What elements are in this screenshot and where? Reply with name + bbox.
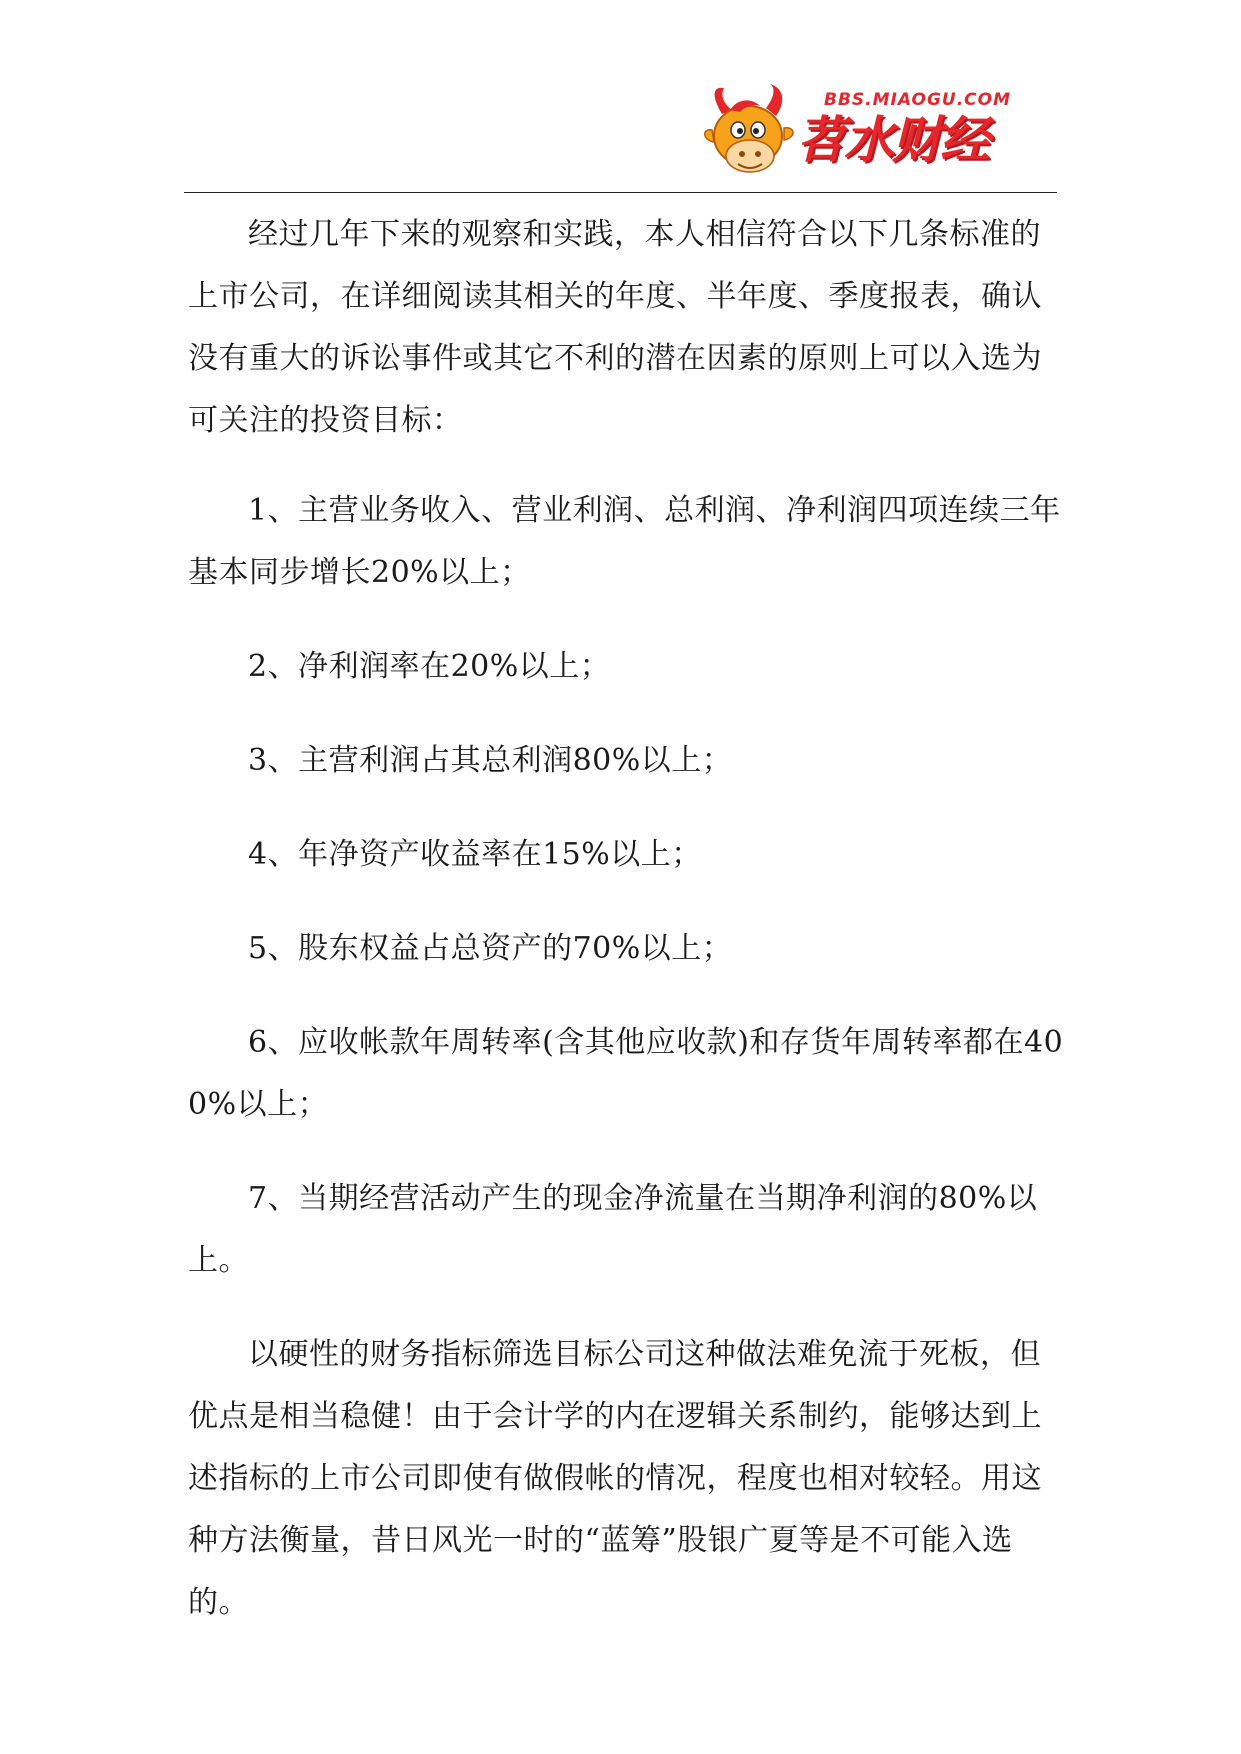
conclusion-paragraph: 以硬性的财务指标筛选目标公司这种做法难免流于死板，但优点是相当稳健！由于会计学的内在逻辑关系制约，能够达到上述指标的上市公司即使有做假帐的情况，程度也相对较轻。用这种方法衡量，昔日风光一时的“蓝筹”股银广夏等是不可能入选的。 bbox=[188, 1337, 1042, 1620]
header-divider bbox=[184, 192, 1057, 193]
criteria-item: 7、当期经营活动产生的现金净流量在当期净利润的80%以上。 bbox=[188, 1181, 1038, 1278]
criteria-item: 6、应收帐款年周转率(含其他应收款)和存货年周转率都在400%以上； bbox=[188, 1025, 1064, 1122]
site-logo[interactable] bbox=[700, 84, 1030, 194]
intro-paragraph: 经过几年下来的观察和实践，本人相信符合以下几条标准的上市公司，在详细阅读其相关的年度、半年度、季度报表，确认没有重大的诉讼事件或其它不利的潜在因素的原则上可以入选为可关注的投资目标： bbox=[188, 217, 1042, 438]
page-header bbox=[0, 0, 1241, 200]
criteria-item: 4、年净资产收益率在15%以上； bbox=[248, 837, 702, 872]
criteria-item: 1、主营业务收入、营业利润、总利润、净利润四项连续三年基本同步增长20%以上； bbox=[188, 493, 1061, 590]
document-body bbox=[188, 204, 1064, 1634]
criteria-item: 3、主营利润占其总利润80%以上； bbox=[248, 743, 733, 778]
logo-brand-text: 苕水财经 bbox=[796, 111, 988, 169]
criteria-item: 5、股东权益占总资产的70%以上； bbox=[248, 931, 733, 966]
bull-mascot-icon bbox=[700, 84, 800, 189]
logo-url-text: BBS.MIAOGU.COM bbox=[824, 90, 1012, 110]
criteria-item: 2、净利润率在20%以上； bbox=[248, 649, 611, 684]
